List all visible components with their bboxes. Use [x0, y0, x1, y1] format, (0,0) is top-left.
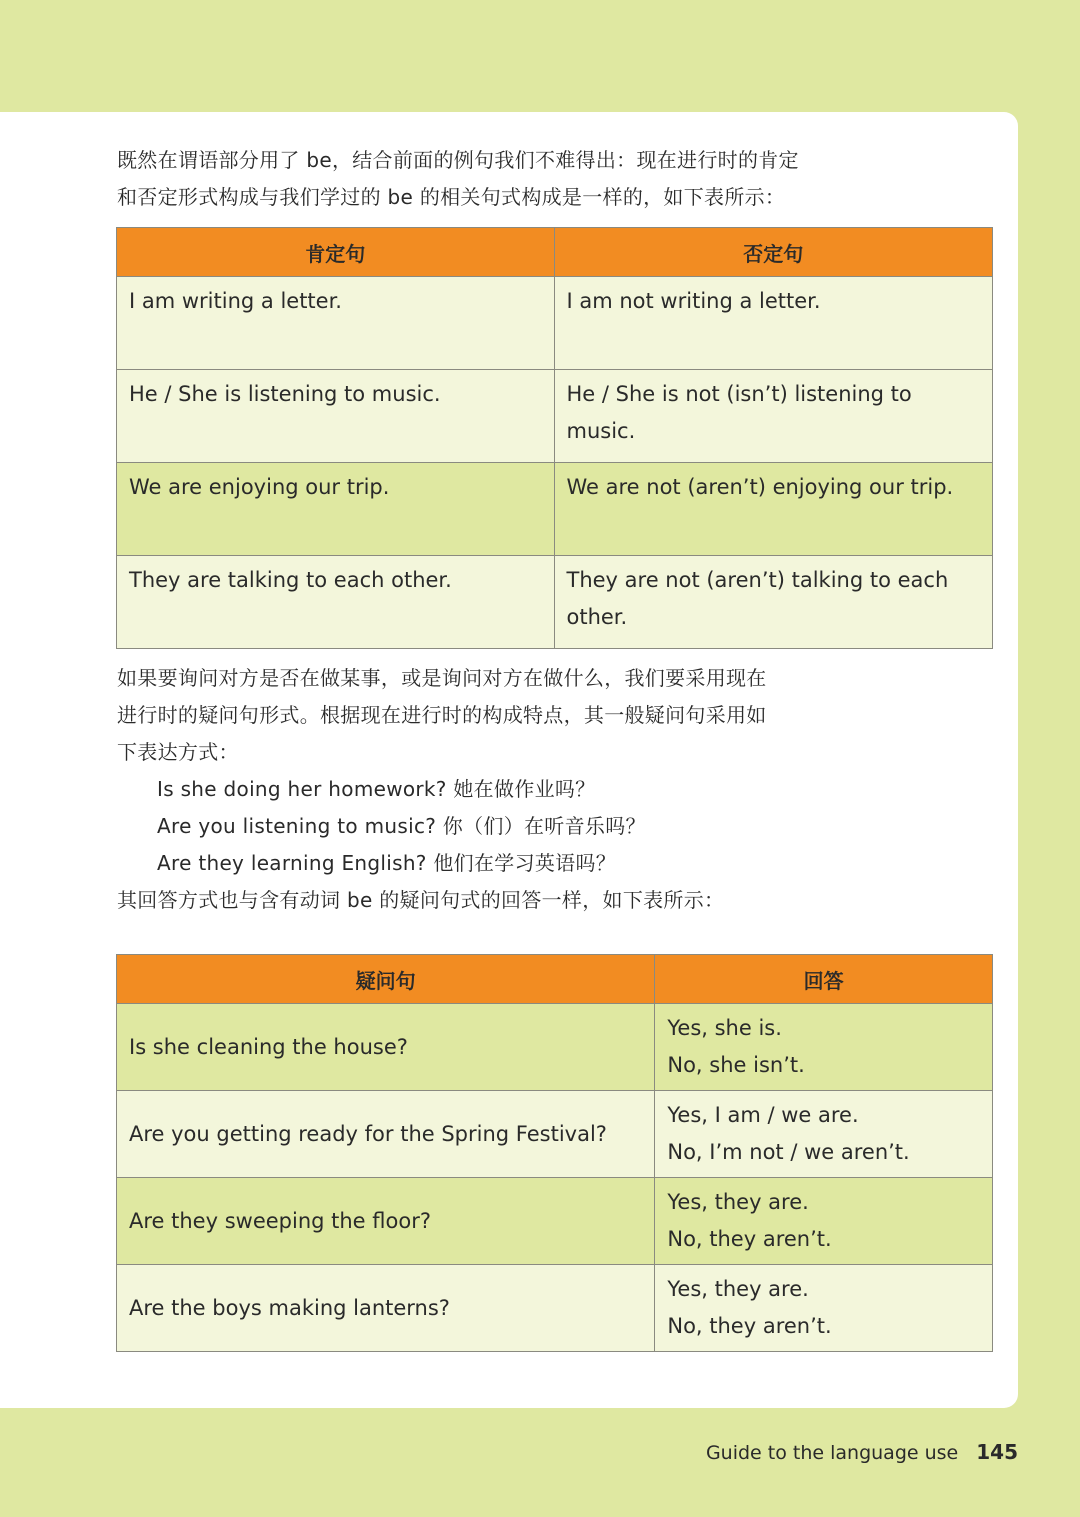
negative-cell: We are not (aren’t) enjoying our trip. [554, 463, 993, 556]
table-row [117, 277, 993, 370]
negative-cell: They are not (aren’t) talking to each other. [554, 556, 993, 649]
intro-paragraph-1 [117, 142, 877, 216]
table-header-row [117, 955, 993, 1004]
question-answer-table [116, 954, 993, 1352]
intro-paragraph-2 [117, 660, 877, 919]
footer-title: Guide to the language use [705, 1442, 959, 1464]
intro-line: 既然在谓语部分用了 be，结合前面的例句我们不难得出：现在进行时的肯定 [117, 148, 799, 172]
answer-no: No, she isn’t. [667, 1053, 805, 1077]
header-negative: 否定句 [554, 228, 993, 277]
intro-line: 如果要询问对方是否在做某事，或是询问对方在做什么，我们要采用现在 [117, 666, 767, 690]
table-row [117, 370, 993, 463]
question-cell: Is she cleaning the house? [117, 1004, 655, 1091]
answer-no: No, I’m not / we aren’t. [667, 1140, 910, 1164]
intro-line: 进行时的疑问句形式。根据现在进行时的构成特点，其一般疑问句采用如 [117, 703, 767, 727]
answer-cell [655, 1265, 993, 1352]
page-number: 145 [976, 1440, 1018, 1464]
answer-yes: Yes, they are. [667, 1277, 809, 1301]
table-row [117, 1091, 993, 1178]
table-row [117, 1004, 993, 1091]
affirmative-cell: He / She is listening to music. [117, 370, 555, 463]
affirmative-negative-table [116, 227, 993, 649]
answer-no: No, they aren’t. [667, 1314, 832, 1338]
answer-yes: Yes, I am / we are. [667, 1103, 859, 1127]
question-cell: Are you getting ready for the Spring Festival? [117, 1091, 655, 1178]
header-affirmative: 肯定句 [117, 228, 555, 277]
intro-line: 下表达方式： [117, 740, 239, 764]
question-cell: Are the boys making lanterns? [117, 1265, 655, 1352]
answer-cell [655, 1178, 993, 1265]
table-row [117, 1178, 993, 1265]
affirmative-cell: They are talking to each other. [117, 556, 555, 649]
answer-cell [655, 1091, 993, 1178]
answer-yes: Yes, she is. [667, 1016, 782, 1040]
answer-cell [655, 1004, 993, 1091]
example-sentence: Are you listening to music? 你（们）在听音乐吗？ [157, 814, 646, 838]
table-row [117, 463, 993, 556]
table-row [117, 1265, 993, 1352]
affirmative-cell: I am writing a letter. [117, 277, 555, 370]
example-sentence: Are they learning English? 他们在学习英语吗？ [157, 851, 617, 875]
question-cell: Are they sweeping the floor? [117, 1178, 655, 1265]
closing-line: 其回答方式也与含有动词 be 的疑问句式的回答一样，如下表所示： [117, 888, 725, 912]
answer-yes: Yes, they are. [667, 1190, 809, 1214]
example-sentence: Is she doing her homework? 她在做作业吗？ [157, 777, 596, 801]
table-header-row [117, 228, 993, 277]
answer-no: No, they aren’t. [667, 1227, 832, 1251]
affirmative-cell: We are enjoying our trip. [117, 463, 555, 556]
negative-cell: He / She is not (isn’t) listening to music. [554, 370, 993, 463]
page-footer [706, 1440, 1018, 1464]
intro-line: 和否定形式构成与我们学过的 be 的相关句式构成是一样的，如下表所示： [117, 185, 786, 209]
header-question: 疑问句 [117, 955, 655, 1004]
header-answer: 回答 [655, 955, 993, 1004]
table-row [117, 556, 993, 649]
negative-cell: I am not writing a letter. [554, 277, 993, 370]
